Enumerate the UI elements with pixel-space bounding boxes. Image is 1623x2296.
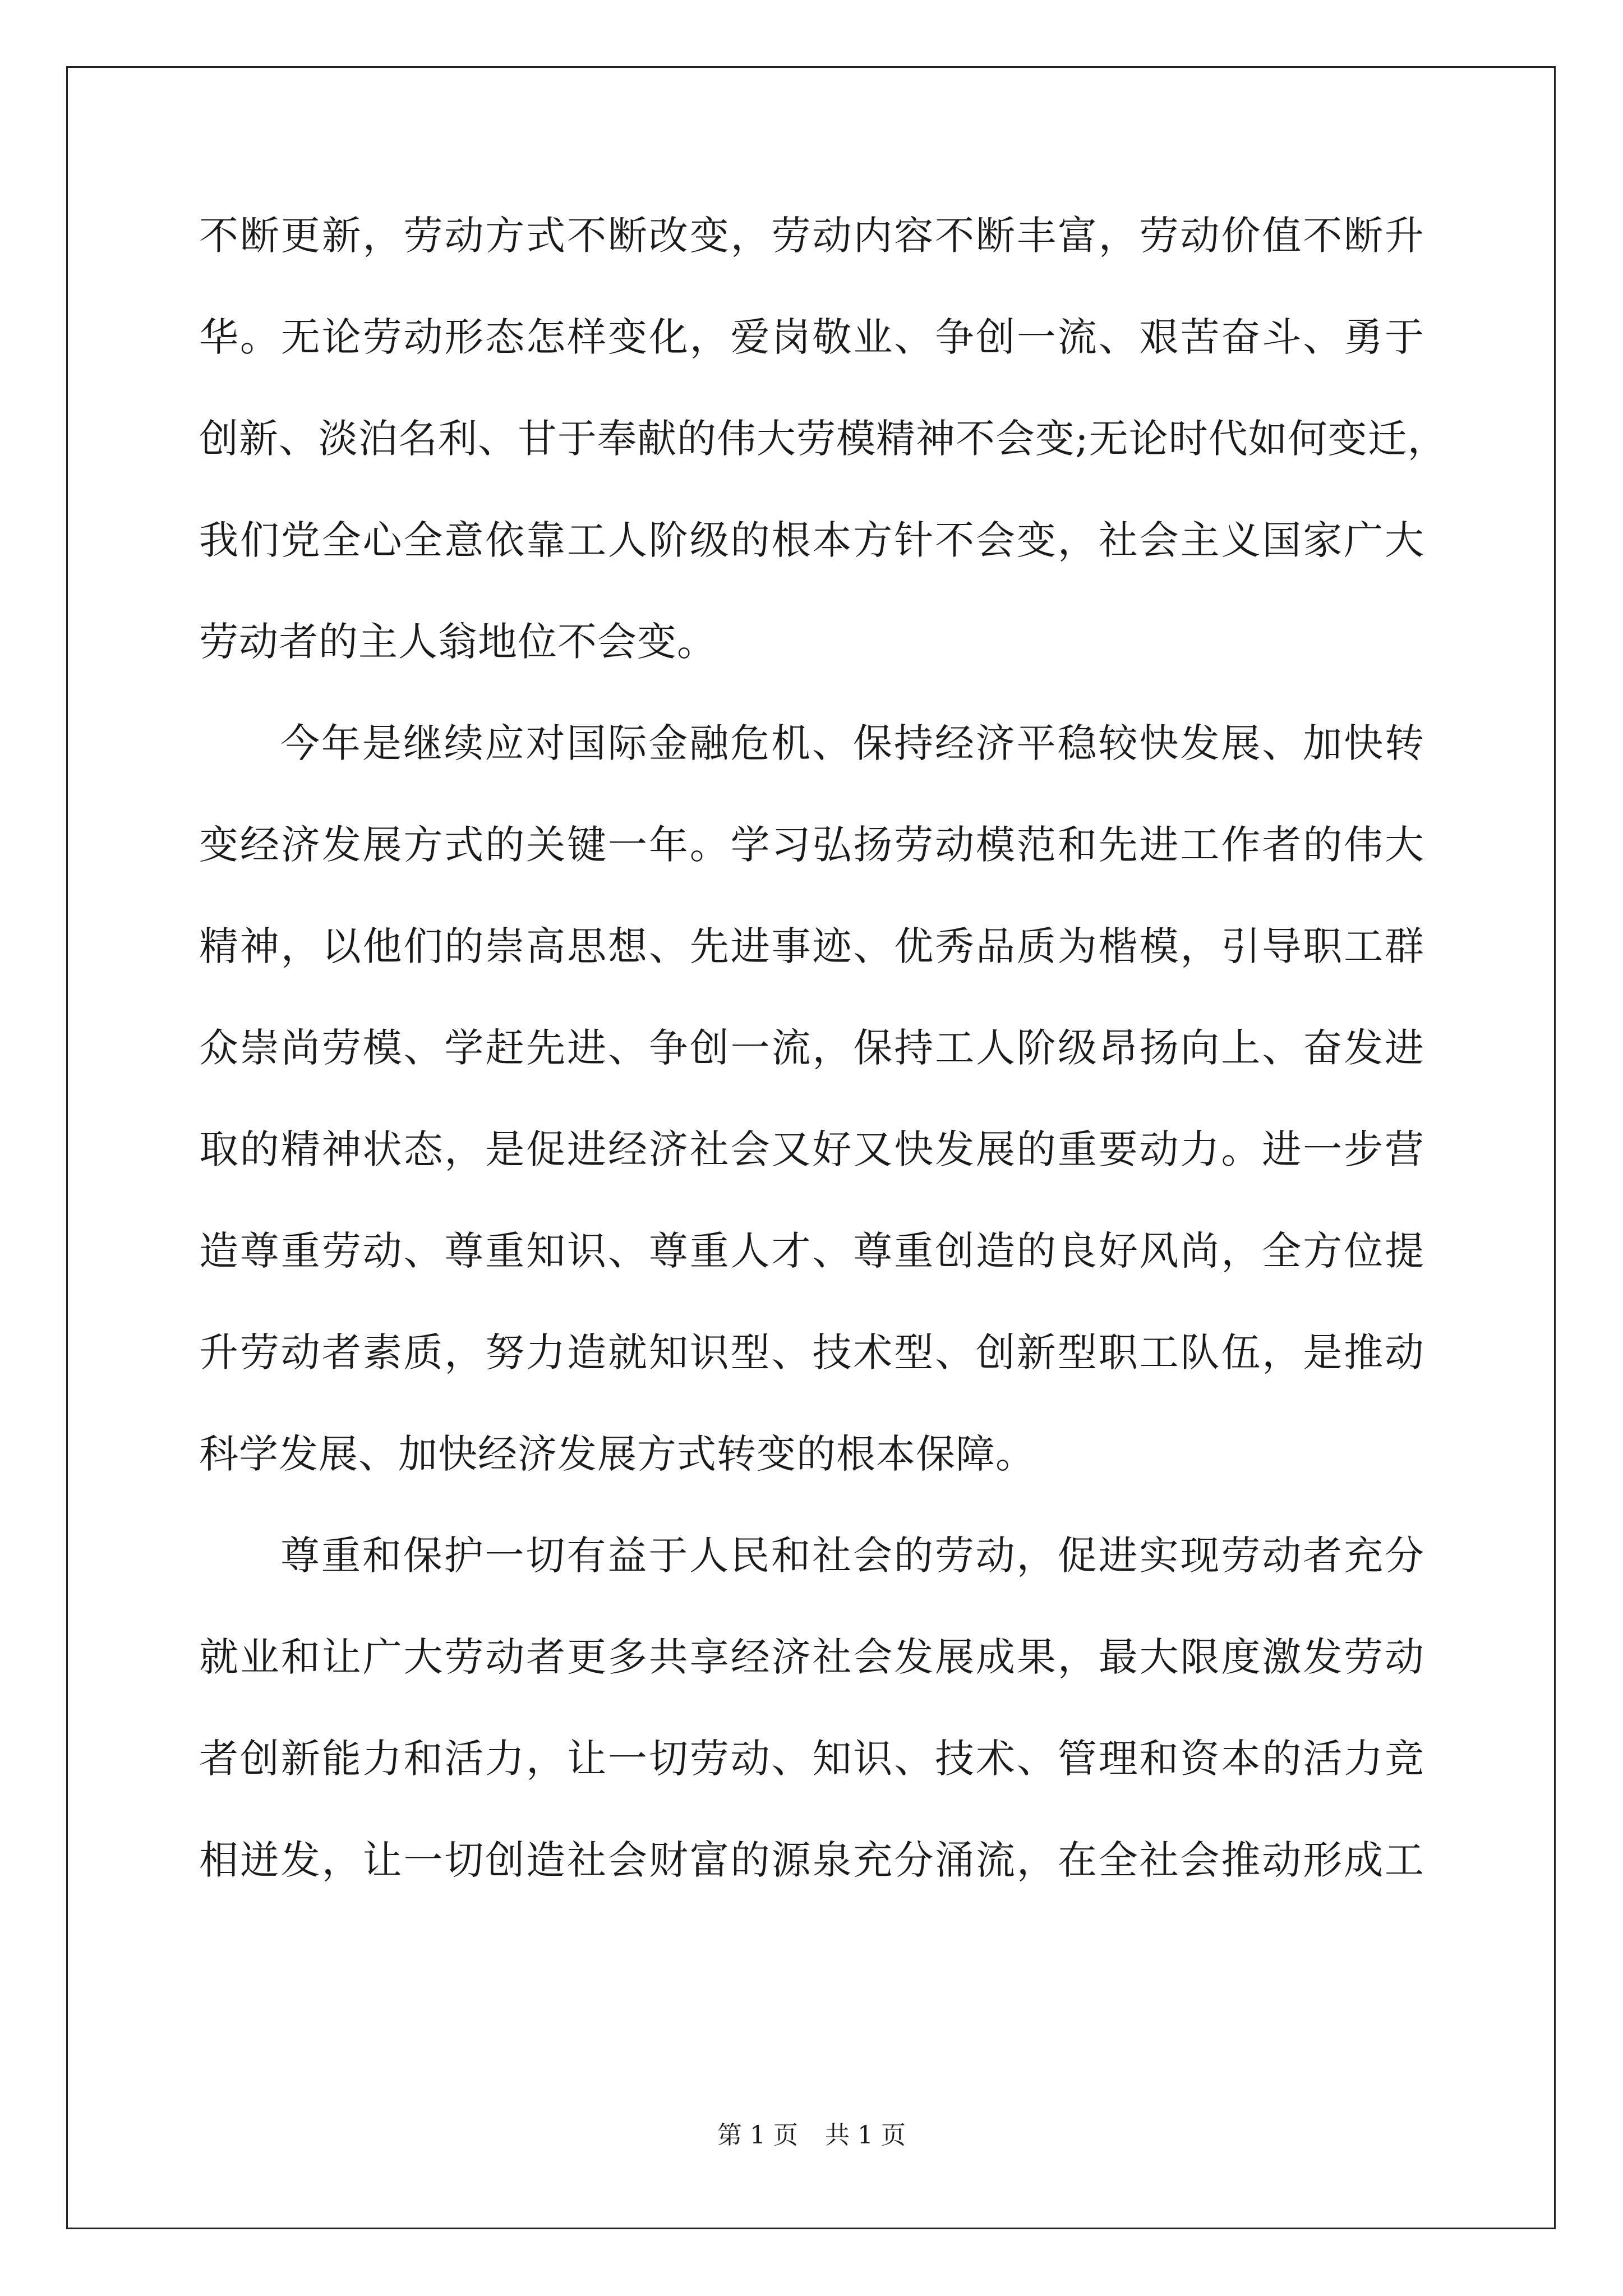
text-line: 相迸发，让一切创造社会财富的源泉充分涌流，在全社会推动形成工 <box>199 1837 1424 1883</box>
text-line: 者创新能力和活力，让一切劳动、知识、技术、管理和资本的活力竞 <box>199 1736 1424 1782</box>
text-line: 众崇尚劳模、学赶先进、争创一流，保持工人阶级昂扬向上、奋发进 <box>199 1025 1424 1071</box>
text-line: 变经济发展方式的关键一年。学习弘扬劳动模范和先进工作者的伟大 <box>199 822 1424 868</box>
text-line: 就业和让广大劳动者更多共享经济社会发展成果，最大限度激发劳动 <box>199 1634 1424 1680</box>
text-line: 今年是继续应对国际金融危机、保持经济平稳较快发展、加快转 <box>280 720 1424 766</box>
text-line: 创新、淡泊名利、甘于奉献的伟大劳模精神不会变;无论时代如何变迁， <box>199 416 1447 462</box>
document-body <box>199 210 1447 1936</box>
text-line: 造尊重劳动、尊重知识、尊重人才、尊重创造的良好风尚，全方位提 <box>199 1228 1424 1274</box>
text-line: 劳动者的主人翁地位不会变。 <box>199 619 717 665</box>
text-line: 升劳动者素质，努力造就知识型、技术型、创新型职工队伍，是推动 <box>199 1329 1424 1375</box>
text-line: 取的精神状态，是促进经济社会又好又快发展的重要动力。进一步营 <box>199 1126 1424 1172</box>
text-line: 不断更新，劳动方式不断改变，劳动内容不断丰富，劳动价值不断升 <box>199 213 1424 259</box>
paragraph-2 <box>199 718 1424 1530</box>
page-number: 第 1 页 <box>717 2121 798 2150</box>
page-footer <box>0 2115 1623 2151</box>
paragraph-1 <box>199 210 1447 718</box>
text-line: 尊重和保护一切有益于人民和社会的劳动，促进实现劳动者充分 <box>280 1533 1424 1579</box>
page-total: 共 1 页 <box>825 2121 906 2150</box>
text-line: 华。无论劳动形态怎样变化，爱岗敬业、争创一流、艰苦奋斗、勇于 <box>199 314 1424 360</box>
paragraph-3 <box>199 1530 1424 1936</box>
text-line: 科学发展、加快经济发展方式转变的根本保障。 <box>199 1431 1035 1477</box>
text-line: 精神，以他们的崇高思想、先进事迹、优秀品质为楷模，引导职工群 <box>199 923 1424 969</box>
text-line: 我们党全心全意依靠工人阶级的根本方针不会变，社会主义国家广大 <box>199 517 1424 563</box>
